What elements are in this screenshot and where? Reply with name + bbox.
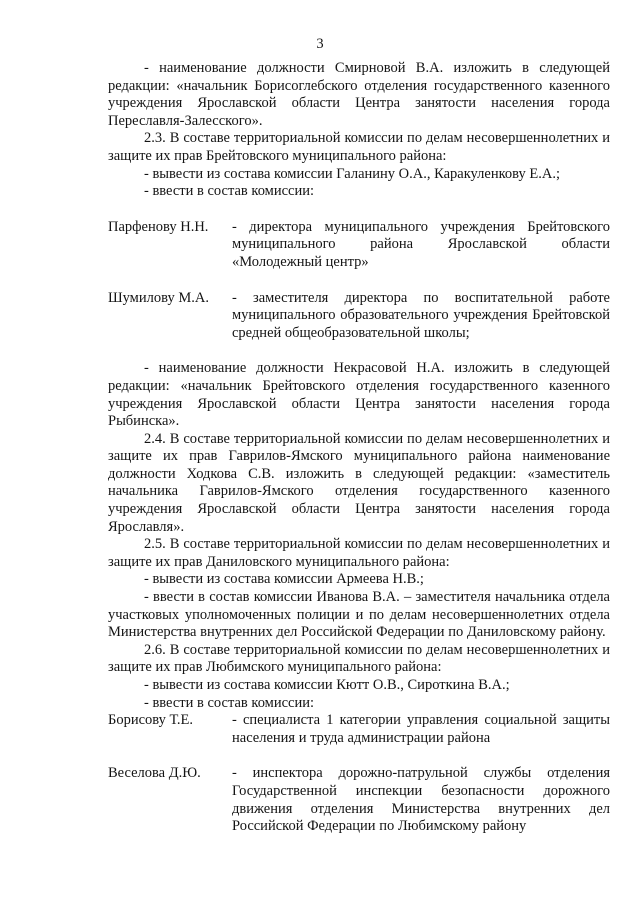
paragraph-2-6: 2.6. В составе территориальной комиссии по делам несовершеннолетних и защите их прав Любимского муниципального района:: [108, 641, 610, 676]
member-position: - инспектора дорожно-патрульной службы отделения Государственной инспекции безопасности дорожного движения отделения Министерства внутренних дел Российской Федерации по Любимскому району: [232, 765, 610, 835]
paragraph-2-5: 2.5. В составе территориальной комиссии по делам несовершеннолетних и защите их прав Даниловского муниципального района:: [108, 536, 610, 570]
paragraph-remove-lyub: - вывести из состава комиссии Кютт О.В., Сироткина В.А.;: [144, 677, 510, 693]
member-entry-shumilova: [108, 290, 610, 343]
member-position: - директора муниципального учреждения Брейтовского муниципального района Ярославской области «Молодежный центр»: [232, 218, 610, 270]
paragraph-remove-breit: - вывести из состава комиссии Галанину О.А., Каракуленкову Е.А.;: [144, 165, 560, 182]
member-name: Парфенову Н.Н.: [108, 218, 209, 235]
document-body: [108, 60, 610, 836]
member-position: - специалиста 1 категории управления социальной защиты населения и труда администрации района: [232, 712, 610, 746]
paragraph-remove-danilov: - вывести из состава комиссии Армеева Н.В.;: [144, 571, 424, 588]
page-number: 3: [316, 36, 324, 52]
paragraph-add-breit: - ввести в состав комиссии:: [144, 183, 315, 200]
paragraph-2-3: 2.3. В составе территориальной комиссии по делам несовершеннолетних и защите их прав Брейтовского муниципального района:: [108, 130, 610, 164]
paragraph-add-lyub: - ввести в состав комиссии:: [144, 694, 315, 711]
paragraph-add-danilov: - ввести в состав комиссии Иванова В.А. – заместителя начальника отдела участковых уполномоченных полиции и по делам несовершеннолетних отдела Министерства внутренних дел Российской Федерации по Даниловскому району.: [108, 589, 610, 641]
member-entry-parfenova: [108, 219, 610, 272]
paragraph-nekrasova: - наименование должности Некрасовой Н.А. изложить в следующей редакции: «начальник Брейтовского отделения государственного казенного учреждения Ярославской области Центра занятости населения города Рыбинска».: [108, 360, 610, 430]
member-name: Веселова Д.Ю.: [108, 765, 201, 782]
member-entry-veselov: [108, 765, 610, 835]
member-entry-borisova: [108, 712, 610, 747]
member-name: Шумилову М.А.: [108, 289, 209, 306]
member-name: Борисову Т.Е.: [108, 712, 194, 729]
member-position: - заместителя директора по воспитательной работе муниципального образовательного учреждения Брейтовской средней общеобразовательной школы;: [232, 289, 610, 341]
paragraph-2-4: 2.4. В составе территориальной комиссии по делам несовершеннолетних и защите их прав Гаврилов-Ямского муниципального района наименование должности Ходкова С.В. изложить в следующей редакции: «заместитель начальника Гаврилов-Ямского отделения государственного казенного учреждения Ярославской области Центра занятости населения города Ярославля».: [108, 430, 610, 535]
paragraph-smirnova: - наименование должности Смирновой В.А. изложить в следующей редакции: «начальник Борисоглебского отделения государственного казенного учреждения Ярославской области Центра занятости населения города Переславля-Залесского».: [108, 60, 610, 129]
